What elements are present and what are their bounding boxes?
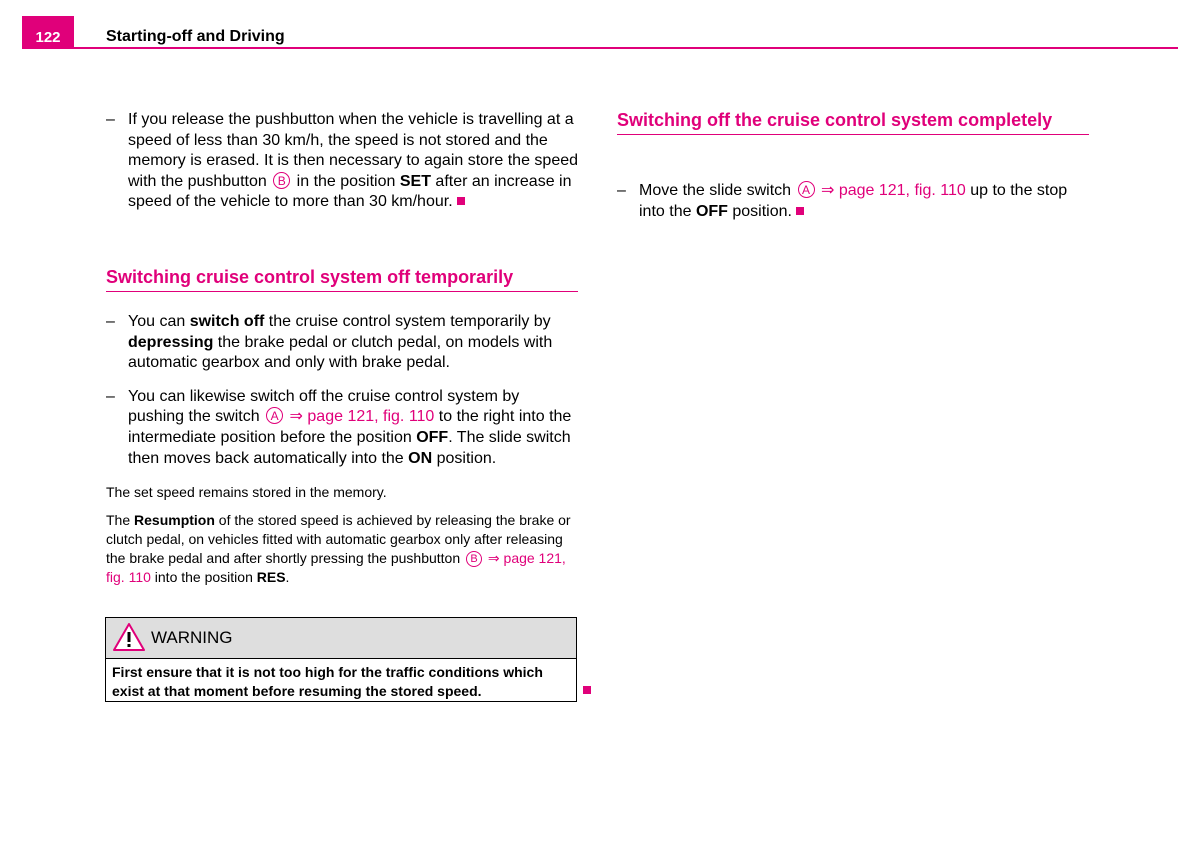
badge-b-icon: B (466, 551, 482, 567)
paragraph: The Resumption of the stored speed is achieved by releasing the brake or clutch pedal, on vehicles fitted with automatic gearbox only after releasing the brake pedal and after shortly pressing the pushbutton B ⇒ page 121, fig. 110 into the position RES. (106, 512, 571, 586)
left-column (106, 110, 578, 587)
warning-triangle-icon (112, 622, 146, 652)
badge-a-icon: A (798, 181, 815, 198)
heading-switch-off-temporarily: Switching cruise control system off temporarily (106, 267, 578, 292)
page-reference-link[interactable]: ⇒ page 121, fig. 110 (106, 550, 566, 586)
end-of-section-icon (457, 197, 465, 205)
page-reference-link[interactable]: ⇒ page 121, fig. 110 (289, 408, 435, 426)
warning-title: WARNING (151, 628, 233, 647)
paragraph: The set speed remains stored in the memory. (106, 484, 387, 501)
list-item: – Move the slide switch A ⇒ page 121, fig. 110 up to the stop into the OFF position. (617, 182, 1068, 220)
page-reference-link[interactable]: ⇒ page 121, fig. 110 (820, 182, 966, 199)
end-of-section-icon (583, 686, 591, 694)
heading-switch-off-completely: Switching off the cruise control system completely (617, 110, 1089, 135)
chapter-title: Starting-off and Driving (106, 28, 285, 45)
end-of-section-icon (796, 207, 804, 215)
badge-a-icon: A (266, 407, 283, 424)
page-number: 122 (22, 16, 74, 49)
right-column (617, 110, 1089, 222)
list-item: – You can switch off the cruise control system temporarily by depressing the brake pedal or clutch pedal, on models with automatic gearbox and only with brake pedal. (106, 312, 553, 372)
warning-box (105, 617, 577, 702)
list-item: – You can likewise switch off the cruise control system by pushing the switch A ⇒ page 121, fig. 110 to the right into the intermediate position before the position OFF. The slide switch then moves back automatically into the ON position. (106, 387, 572, 467)
header-rule (22, 47, 1178, 49)
badge-b-icon: B (273, 172, 290, 189)
warning-text: First ensure that it is not too high for the traffic conditions which exist at that moment before resuming the stored speed. (112, 664, 543, 699)
warning-header (106, 618, 576, 659)
list-item: – If you release the pushbutton when the vehicle is travelling at a speed of less than 30 km/h, the speed is not stored and the memory is erased. It is then necessary to again store the speed with the pushbutton B in the position SET after an increase in speed of the vehicle to more than 30 km/hour. (106, 111, 579, 211)
